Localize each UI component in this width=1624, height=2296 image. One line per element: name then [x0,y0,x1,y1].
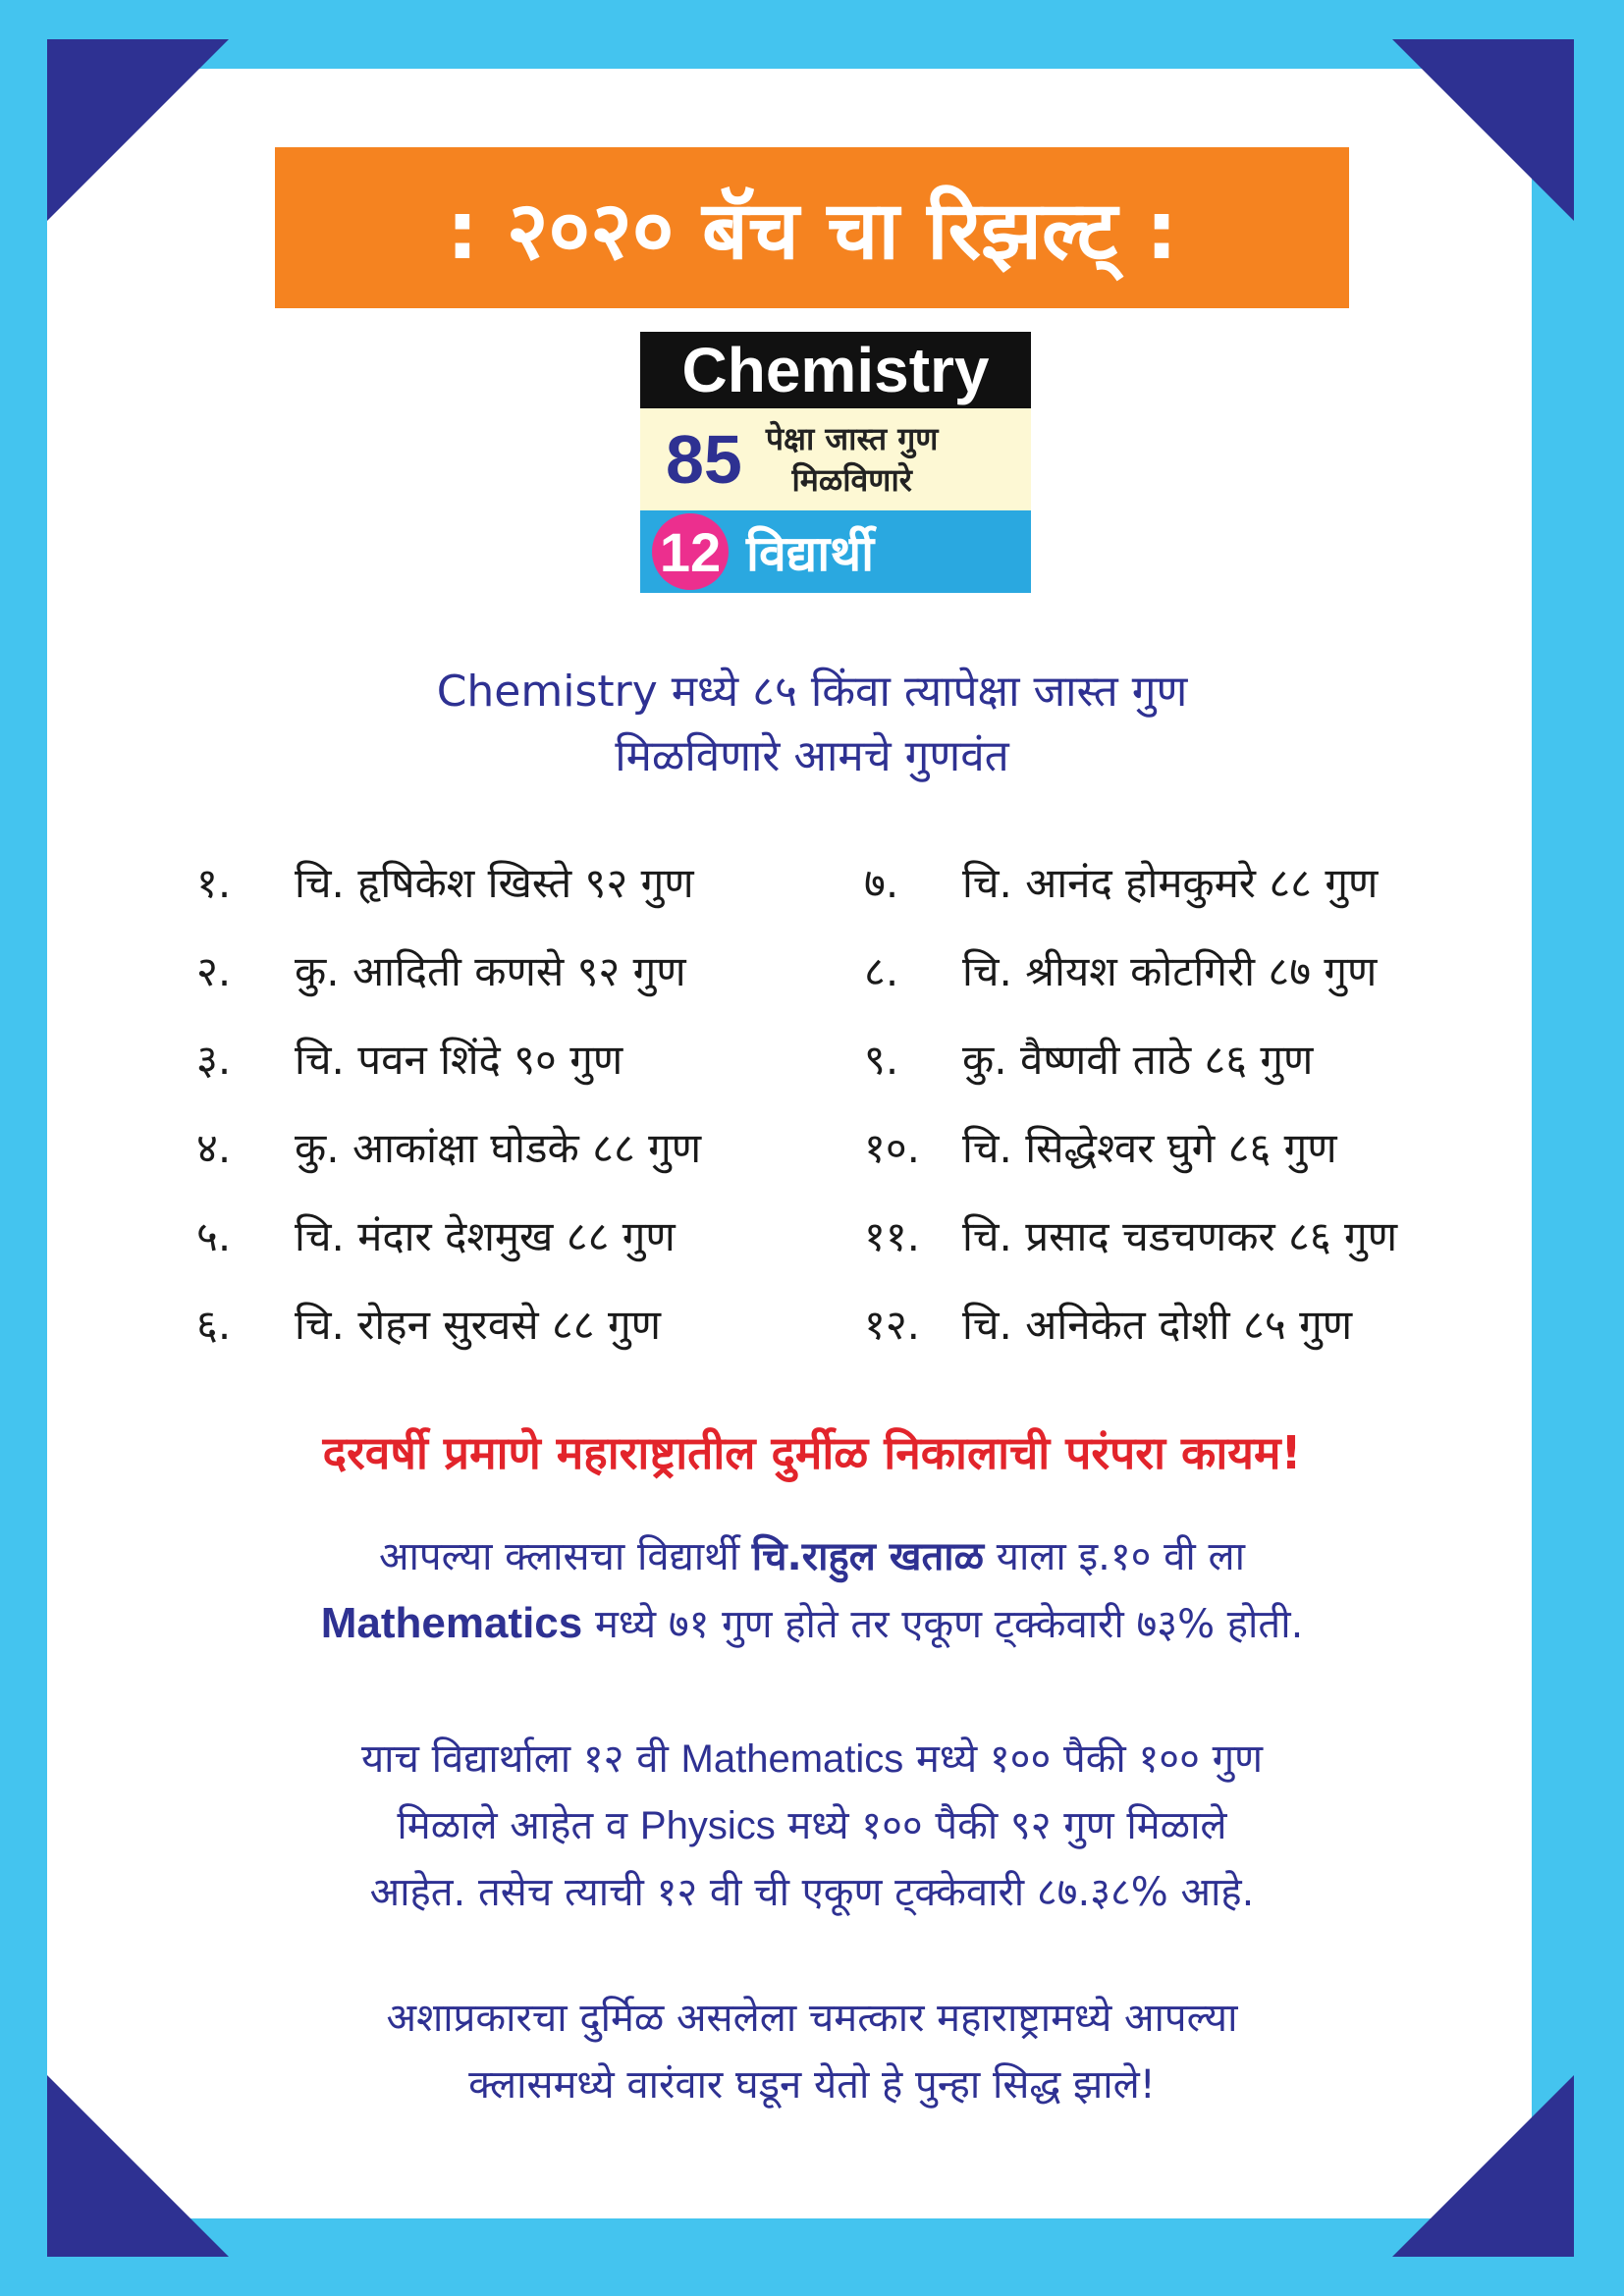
para2-mid: मध्ये १०० पैकी १०० गुण [903,1736,1264,1782]
title-text: : २०२० बॅच चा रिझल्ट् : [446,185,1178,278]
student-list [196,854,1473,1384]
title-banner [275,147,1349,308]
intro-text [196,660,1428,789]
list-item [196,1296,661,1355]
badge-mid-line1: पेक्षा जास्त गुण [765,420,939,457]
item-number: ५. [196,1212,232,1260]
item-number: १. [196,859,232,907]
student-name-highlight: चि.राहुल खताळ [751,1534,985,1579]
list-item [864,942,1377,1001]
item-number: ३. [196,1036,232,1084]
list-item [196,1119,701,1178]
para2-line3: आहेत. तसेच त्याची १२ वी ची एकूण ट्क्केवारी ८७.३८% आहे. [369,1870,1255,1915]
intro-line2: मिळविणारे आमचे गुणवंत [615,731,1009,781]
item-name: कु. आकांक्षा घोडके ८८ गुण [295,1124,702,1172]
list-item [196,942,686,1001]
paragraph-rahul-10th [167,1523,1457,1658]
item-name: चि. हृषिकेश खिस्ते ९२ गुण [295,859,694,907]
item-name: चि. मंदार देशमुख ८८ गुण [295,1212,676,1260]
list-item [864,854,1378,913]
para1-subject: Mathematics [320,1599,583,1647]
badge-mid-line2: मिळविणारे [791,461,912,499]
item-name: चि. श्रीयश कोटगिरी ८७ गुण [962,947,1378,995]
item-number: २. [196,947,232,995]
item-name: चि. रोहन सुरवसे ८८ गुण [295,1301,661,1349]
item-number: १०. [864,1124,921,1172]
para2-line2 [167,1792,1457,1859]
item-number: ६. [196,1301,232,1349]
list-item [864,1119,1337,1178]
intro-line1: Chemistry मध्ये ८५ किंवा त्यापेक्षा जास्त गुण [436,667,1188,717]
paragraph-closing [167,1985,1457,2118]
item-number: ४. [196,1124,232,1172]
badge-score: 85 [666,421,742,498]
item-number: ९. [864,1036,899,1084]
item-name: चि. आनंद होमकुमरे ८८ गुण [962,859,1379,907]
item-name: चि. अनिकेत दोशी ८५ गुण [962,1301,1353,1349]
badge-count: 12 [652,513,729,590]
para3-line1: अशाप्रकारचा दुर्मिळ असलेला चमत्कार महाराष्ट्रामध्ये आपल्या [386,1996,1238,2041]
item-name: कु. वैष्णवी ताठे ८६ गुण [962,1036,1314,1084]
item-number: ११. [864,1212,921,1260]
item-name: चि. सिद्धेश्वर घुगे ८६ गुण [962,1124,1337,1172]
para2-line2-post: मध्ये १०० पैकी ९२ गुण मिळाले [775,1803,1227,1848]
para1-line2-text: मध्ये ७१ गुण होते तर एकूण ट्क्केवारी ७३% होती. [582,1602,1304,1647]
chemistry-badge [640,332,1031,593]
para1-line1 [167,1523,1457,1590]
badge-middle [640,408,1031,510]
para2-pre: याच विद्यार्थाला १२ वी [360,1736,681,1782]
item-name: कु. आदिती कणसे ९२ गुण [295,947,686,995]
para1-line2 [167,1590,1457,1658]
list-item [196,1031,623,1090]
corner-top-right [1392,39,1574,221]
list-item [196,1207,676,1266]
tagline: दरवर्षी प्रमाणे महाराष्ट्रातील दुर्मीळ निकालाची परंपरा कायम! [322,1426,1302,1479]
item-number: १२. [864,1301,921,1349]
para3-line2: क्लासमध्ये वारंवार घडून येतो हे पुन्हा सिद्ध झाले! [468,2062,1156,2108]
list-item [864,1207,1397,1266]
para2-subject1: Mathematics [680,1737,904,1781]
item-number: ७. [864,859,899,907]
para2-line2-pre: मिळाले आहेत व [397,1803,640,1848]
item-number: ८. [864,947,899,995]
list-item [864,1296,1352,1355]
paragraph-rahul-12th [167,1726,1457,1926]
para1-post: याला इ.१० वी ला [984,1534,1245,1579]
item-name: चि. प्रसाद चडचणकर ८६ गुण [962,1212,1398,1260]
badge-middle-text [766,418,939,501]
para1-pre: आपल्या क्लासचा विद्यार्थी [379,1534,752,1579]
badge-bottom [640,510,1031,593]
corner-top-left [47,39,229,221]
badge-students-label: विद्यार्थी [746,525,875,582]
badge-subject: Chemistry [640,332,1031,408]
para2-subject2: Physics [639,1804,776,1847]
list-item [864,1031,1313,1090]
para2-line1 [167,1726,1457,1792]
item-name: चि. पवन शिंदे ९० गुण [295,1036,623,1084]
list-item [196,854,694,913]
